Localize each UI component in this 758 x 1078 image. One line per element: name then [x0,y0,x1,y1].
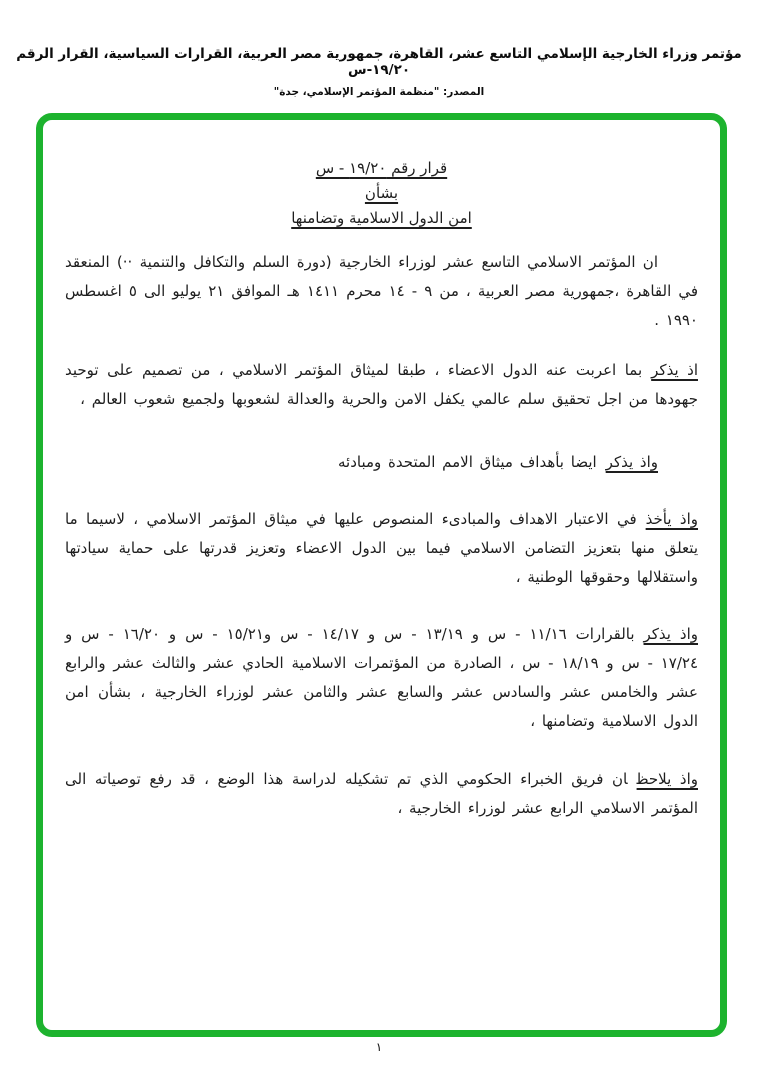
paragraph-taking-into-account [65,505,698,592]
resolution-title-block [43,156,720,231]
paragraph-text: ان فريق الخبراء الحكومي الذي تم تشكيله لدراسة هذا الوضع ، قد رفع توصياته الى المؤتمر الاسلامي الرابع عشر لوزراء الخارجية ، [65,770,698,817]
paragraph-recalling-charter [65,356,698,414]
document-header [0,46,758,98]
paragraph-recalling-un-charter [65,448,698,477]
resolution-subject: امن الدول الاسلامية وتضامنها [291,209,472,227]
paragraph-noting-expert-group [65,765,698,823]
paragraph-text: في الاعتبار الاهداف والمبادىء المنصوص عليها في ميثاق المؤتمر الاسلامي ، لاسيما ما يتعلق منها بتعزيز التضامن الاسلامي فيما بين الدول الاعضاء وتعزيز قدرتها على حماية سيادتها واستقلالها وحقوقها الوطنية ، [65,510,698,586]
paragraph-text: ايضا بأهداف ميثاق الامم المتحدة ومبادئه [338,453,597,471]
paragraph-lead: واذ يذكر [643,625,698,643]
page-number: ١ [375,1040,383,1054]
paragraph-lead: واذ يأخذ [645,510,699,528]
paragraph-lead: واذ يلاحظ [636,770,698,788]
paragraph-text: ان المؤتمر الاسلامي التاسع عشر لوزراء الخارجية (دورة السلم والتكافل والتنمية ··) المنعقد في القاهرة ،جمهورية مصر العربية ، من ٩ - ١٤ محرم ١٤١١ هـ الموافق ٢١ يوليو الى ٥ اغسطس ١٩٩٠ . [65,253,698,329]
paragraph-text: بما اعربت عنه الدول الاعضاء ، طبقا لميثاق المؤتمر الاسلامي ، من تصميم على توحيد جهودها من اجل تحقيق سلم عالمي يكفل الامن والحرية والعدالة لشعوبها ولجميع شعوب العالم ، [65,361,698,408]
paragraph-recalling-resolutions [65,620,698,736]
paragraph-text: بالقرارات ١١/١٦ - س و ١٣/١٩ - س و ١٤/١٧ - س و١٥/٢١ - س و ١٦/٢٠ - س و ١٧/٢٤ - س و ١٨/١٩ - س ، الصادرة من المؤتمرات الاسلامية الحادي عشر والثالث عشر والرابع عشر والخامس عشر والسادس عشر والسابع عشر والثامن عشر لوزراء الخارجية ، بشأن امن الدول الاسلامية وتضامنها ، [65,625,698,730]
paragraph-lead: واذ يذكر [605,453,658,471]
green-border-frame [36,113,727,1037]
paragraph-lead: اذ يذكر [651,361,698,379]
paragraph-preamble [65,248,698,335]
resolution-number-title: قرار رقم ١٩/٢٠ - س [315,159,448,177]
header-citation: مؤتمر وزراء الخارجية الإسلامي التاسع عشر، القاهرة، جمهورية مصر العربية، القرارات السياسية، القرار الرقم ١٩/٢٠-س [16,46,742,78]
resolution-subject-label: بشأن [364,184,399,202]
header-source: المصدر: "منظمة المؤتمر الإسلامي، جدة" [273,86,485,98]
